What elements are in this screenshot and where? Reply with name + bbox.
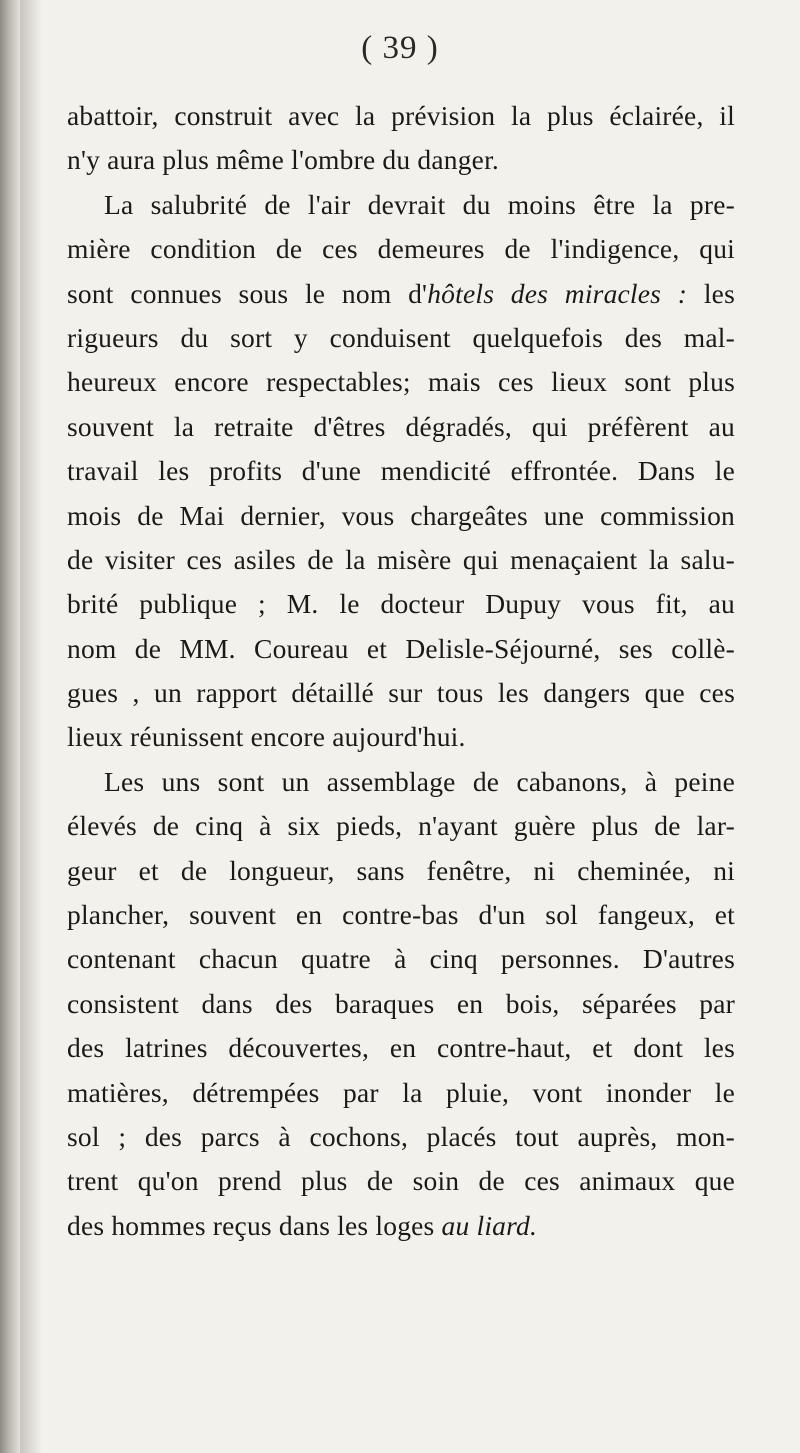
text-line-13: nom de MM. Coureau et Delisle-Séjourné, ses collè-: [67, 632, 735, 664]
binding-gutter: [0, 0, 20, 1453]
text-line-11: de visiter ces asiles de la misère qui menaçaient la salu-: [67, 543, 735, 575]
au-liard-term: au liard.: [441, 1209, 538, 1241]
text-line-9: travail les profits d'une mendicité effrontée. Dans le: [67, 455, 735, 487]
text-line-23: matières, détrempées par la pluie, vont inonder le: [67, 1076, 735, 1108]
text-line-14: gues , un rapport détaillé sur tous les dangers que ces: [67, 677, 735, 709]
text-line-17: élevés de cinq à six pieds, n'ayant guère plus de lar-: [67, 810, 735, 842]
hotels-des-miracles-term: hôtels des miracles :: [427, 277, 688, 309]
text-line-26-start: des hommes reçus dans les loges: [67, 1209, 442, 1241]
text-line-5-start: sont connues sous le nom d': [67, 277, 428, 309]
text-line-3: La salubrité de l'air devrait du moins être la pre-: [104, 188, 735, 220]
text-line-26: [67, 1204, 735, 1248]
text-line-5: [67, 272, 735, 316]
text-line-18: geur et de longueur, sans fenêtre, ni cheminée, ni: [67, 854, 735, 886]
text-line-25: trent qu'on prend plus de soin de ces animaux que: [67, 1165, 735, 1197]
text-line-20: contenant chacun quatre à cinq personnes. D'autres: [67, 943, 735, 975]
text-line-12: brité publique ; M. le docteur Dupuy vous fit, au: [67, 588, 735, 620]
text-line-8: souvent la retraite d'êtres dégradés, qui préfèrent au: [67, 410, 735, 442]
text-line-7: heureux encore respectables; mais ces lieux sont plus: [67, 366, 735, 398]
page-number: ( 39 ): [361, 30, 439, 66]
text-line-16: Les uns sont un assemblage de cabanons, à peine: [104, 765, 735, 797]
text-line-19: plancher, souvent en contre-bas d'un sol fangeux, et: [67, 899, 735, 931]
text-line-6: rigueurs du sort y conduisent quelquefois des mal-: [67, 321, 735, 353]
body-text: [67, 94, 735, 1248]
text-line-22: des latrines découvertes, en contre-haut, et dont les: [67, 1032, 735, 1064]
text-line-2: n'y aura plus même l'ombre du danger.: [67, 144, 499, 176]
text-line-10: mois de Mai dernier, vous chargeâtes une commission: [67, 499, 735, 531]
text-line-1: abattoir, construit avec la prévision la plus éclairée, il: [67, 100, 735, 131]
binding-shadow: [20, 0, 42, 1453]
text-line-5-end: les: [687, 277, 735, 309]
text-line-15: lieux réunissent encore aujourd'hui.: [67, 721, 466, 753]
text-line-4: mière condition de ces demeures de l'indigence, qui: [67, 233, 735, 265]
text-line-21: consistent dans des baraques en bois, séparées par: [67, 987, 735, 1019]
text-line-24: sol ; des parcs à cochons, placés tout auprès, mon-: [67, 1120, 735, 1152]
